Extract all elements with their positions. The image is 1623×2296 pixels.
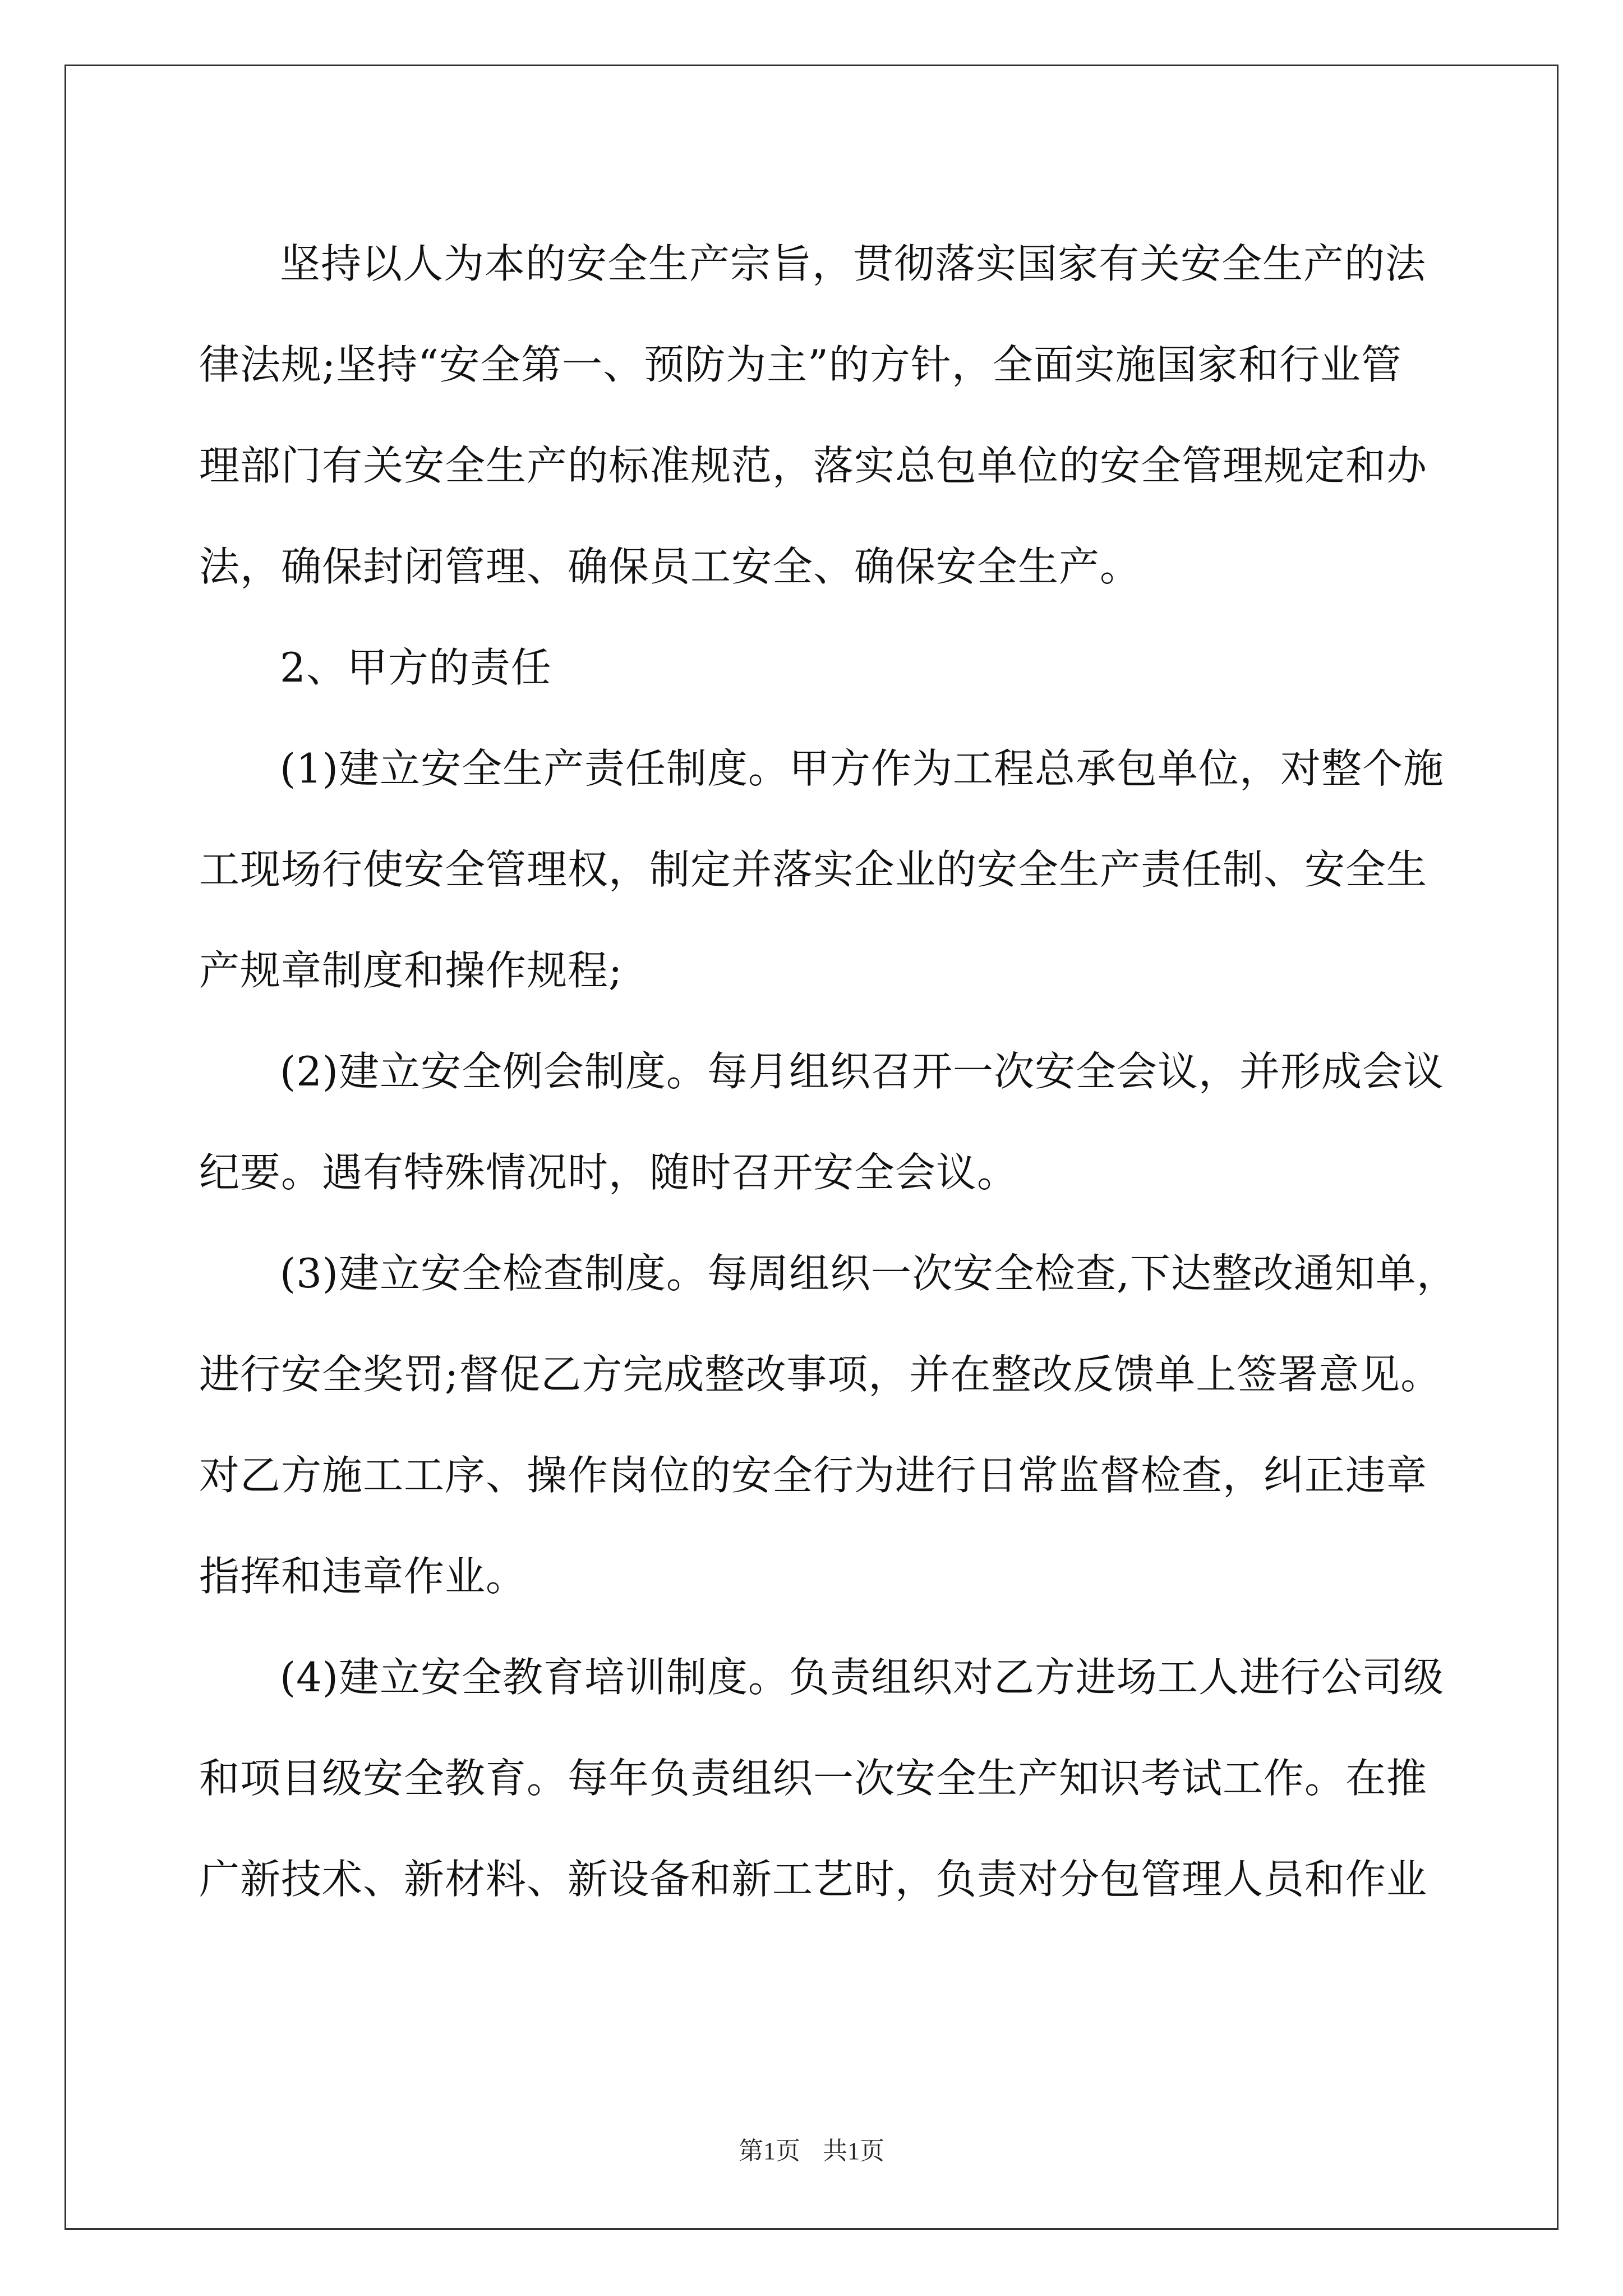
paragraph-line: 坚持以人为本的安全生产宗旨，贯彻落实国家有关安全生产的法 [280,240,1427,287]
paragraph-line: (4)建立安全教育培训制度。负责组织对乙方进场工人进行公司级 [280,1654,1444,1701]
paragraph-line: 律法规;坚持“安全第一、预防为主”的方针，全面实施国家和行业管 [199,341,1402,388]
section-heading [199,617,1425,718]
paragraph-line: 对乙方施工工序、操作岗位的安全行为进行日常监督检查，纠正违章 [199,1452,1428,1499]
paragraph-line: 进行安全奖罚;督促乙方完成整改事项，并在整改反馈单上签署意见。 [199,1351,1442,1398]
page-number-current: 第1页 [739,2137,800,2165]
page-footer [0,2134,1623,2168]
paragraph-line: 理部门有关安全生产的标准规范，落实总包单位的安全管理规定和办 [199,442,1428,489]
paragraph-item-4 [199,1627,1444,1930]
paragraph-principle [199,213,1428,617]
page-number-total: 共1页 [823,2137,884,2165]
paragraph-line: 法，确保封闭管理、确保员工安全、确保安全生产。 [199,543,1141,590]
section-heading-text: 2、甲方的责任 [280,644,552,691]
paragraph-item-3 [199,1223,1458,1627]
paragraph-line: 工现场行使安全管理权，制定并落实企业的安全生产责任制、安全生 [199,846,1428,893]
paragraph-line: (2)建立安全例会制度。每月组织召开一次安全会议，并形成会议 [280,1048,1444,1095]
paragraph-line: (3)建立安全检查制度。每周组织一次安全检查,下达整改通知单， [280,1250,1458,1297]
paragraph-line: 和项目级安全教育。每年负责组织一次安全生产知识考试工作。在推 [199,1755,1428,1802]
document-body [199,213,1458,1930]
paragraph-line: 纪要。遇有特殊情况时，随时召开安全会议。 [199,1149,1018,1196]
paragraph-line: 指挥和违章作业。 [199,1553,527,1600]
paragraph-item-2 [199,1021,1444,1223]
paragraph-line: 产规章制度和操作规程; [199,947,623,994]
paragraph-line: (1)建立安全生产责任制度。甲方作为工程总承包单位，对整个施 [280,745,1444,792]
paragraph-line: 广新技术、新材料、新设备和新工艺时，负责对分包管理人员和作业 [199,1856,1428,1903]
paragraph-item-1 [199,718,1444,1021]
